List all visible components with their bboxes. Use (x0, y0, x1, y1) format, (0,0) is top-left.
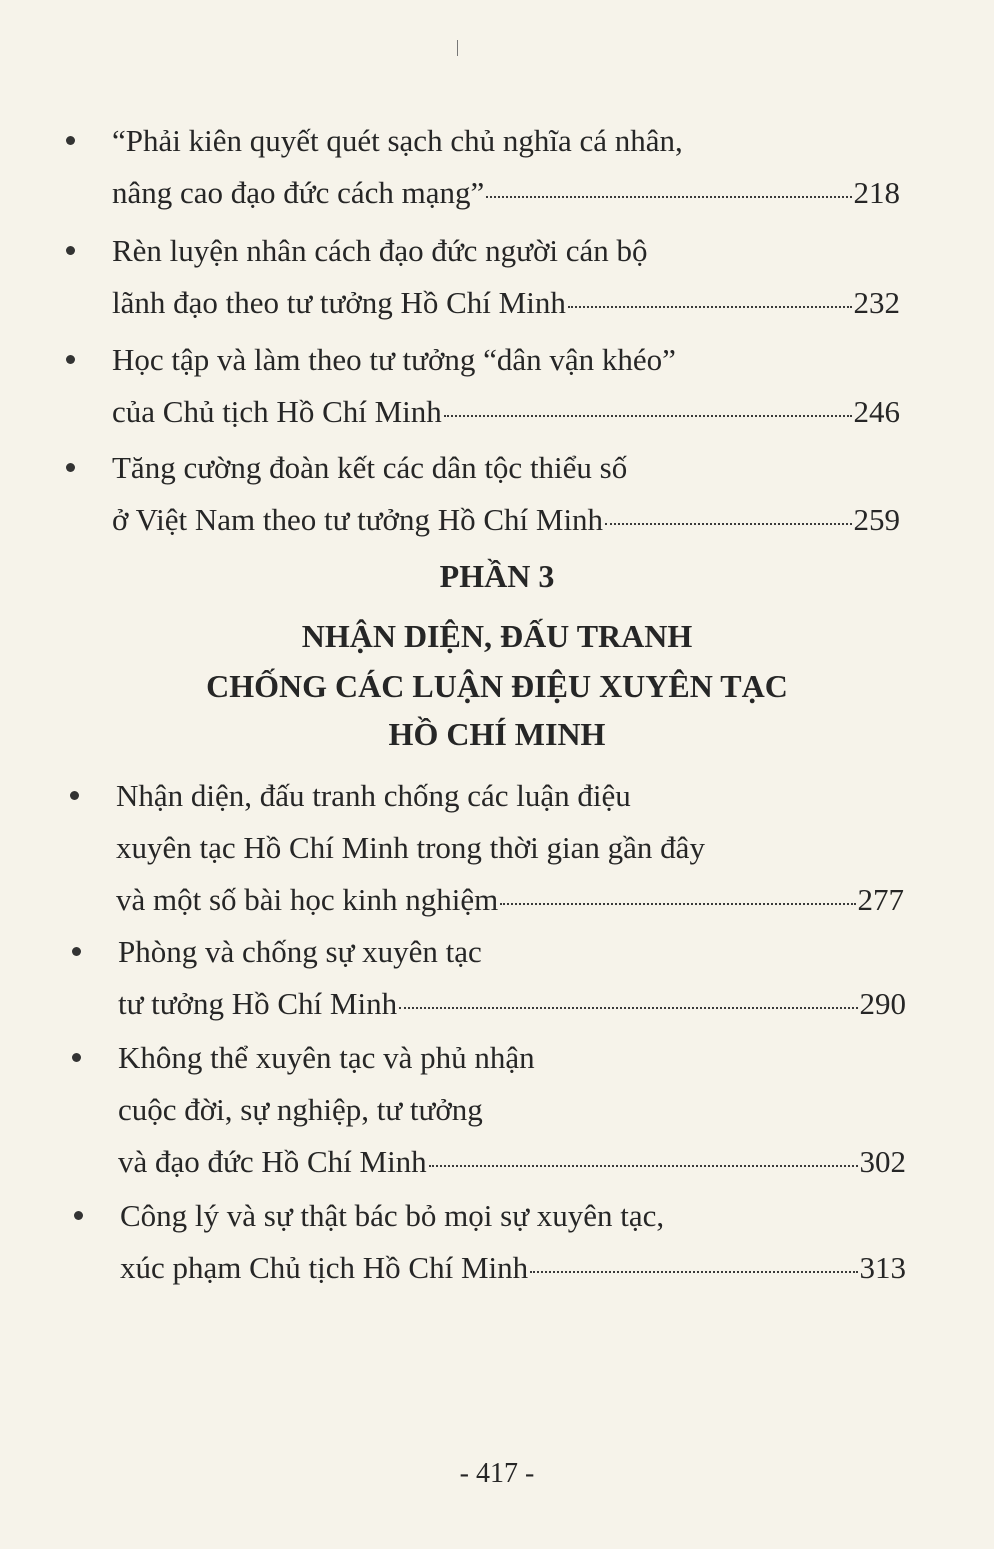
dot-leader (530, 1271, 857, 1273)
entry-page-number: 259 (853, 502, 900, 537)
entry-last-line: ở Việt Nam theo tư tưởng Hồ Chí Minh (112, 502, 604, 537)
entry-leader-line (112, 494, 900, 546)
toc-entry (118, 926, 906, 1030)
entry-page-number: 218 (853, 175, 900, 210)
bullet-icon (70, 791, 79, 800)
entry-last-line: nâng cao đạo đức cách mạng” (112, 175, 485, 210)
bullet-icon (72, 947, 81, 956)
entry-last-line: tư tưởng Hồ Chí Minh (118, 986, 398, 1021)
entry-line: Không thể xuyên tạc và phủ nhận (118, 1040, 535, 1075)
bullet-icon (74, 1211, 83, 1220)
entry-last-line: lãnh đạo theo tư tưởng Hồ Chí Minh (112, 285, 566, 320)
part-title-line: NHẬN DIỆN, ĐẤU TRANH (301, 618, 693, 654)
toc-entry (112, 225, 900, 329)
toc-entry (116, 770, 904, 926)
dot-leader (500, 903, 855, 905)
toc-entry (120, 1190, 906, 1294)
bullet-icon (66, 355, 75, 364)
entry-line: Nhận diện, đấu tranh chống các luận điệu (116, 778, 631, 813)
entry-page-number: 232 (853, 285, 900, 320)
part-title-line: HỒ CHÍ MINH (388, 716, 606, 752)
dot-leader (605, 523, 851, 525)
entry-page-number: 246 (853, 394, 900, 429)
bullet-icon (66, 136, 75, 145)
entry-line: cuộc đời, sự nghiệp, tư tưởng (118, 1092, 483, 1127)
bullet-icon (66, 463, 75, 472)
dot-leader (399, 1007, 857, 1009)
entry-leader-line (118, 978, 906, 1030)
entry-leader-line (116, 874, 904, 926)
entry-leader-line (112, 277, 900, 329)
entry-last-line: và đạo đức Hồ Chí Minh (118, 1144, 427, 1179)
page-number: - 417 - (459, 1458, 535, 1489)
entry-line: “Phải kiên quyết quét sạch chủ nghĩa cá nhân, (112, 123, 683, 158)
bullet-icon (72, 1053, 81, 1062)
entry-line: xuyên tạc Hồ Chí Minh trong thời gian gần đây (116, 830, 705, 865)
entry-leader-line (112, 167, 900, 219)
entry-page-number: 302 (859, 1144, 906, 1179)
entry-last-line: xúc phạm Chủ tịch Hồ Chí Minh (120, 1250, 529, 1285)
entry-last-line: của Chủ tịch Hồ Chí Minh (112, 394, 442, 429)
scan-mark (457, 40, 458, 56)
entry-line: Tăng cường đoàn kết các dân tộc thiểu số (112, 450, 628, 485)
entry-last-line: và một số bài học kinh nghiệm (116, 882, 499, 917)
entry-line: Rèn luyện nhân cách đạo đức người cán bộ (112, 233, 648, 268)
part-title-line: CHỐNG CÁC LUẬN ĐIỆU XUYÊN TẠC (206, 668, 788, 704)
dot-leader (429, 1165, 858, 1167)
dot-leader (486, 196, 851, 198)
toc-entry (112, 442, 900, 546)
toc-entry (118, 1032, 906, 1188)
entry-page-number: 313 (859, 1250, 906, 1285)
dot-leader (444, 415, 852, 417)
bullet-icon (66, 246, 75, 255)
dot-leader (568, 306, 852, 308)
entry-line: Phòng và chống sự xuyên tạc (118, 934, 482, 969)
entry-leader-line (120, 1242, 906, 1294)
entry-line: Học tập và làm theo tư tưởng “dân vận khéo” (112, 342, 676, 377)
entry-leader-line (112, 386, 900, 438)
part-label: PHẦN 3 (439, 558, 555, 594)
toc-entry (112, 115, 900, 219)
entry-page-number: 290 (859, 986, 906, 1021)
entry-line: Công lý và sự thật bác bỏ mọi sự xuyên tạc, (120, 1198, 665, 1233)
entry-leader-line (118, 1136, 906, 1188)
entry-page-number: 277 (857, 882, 904, 917)
toc-entry (112, 334, 900, 438)
